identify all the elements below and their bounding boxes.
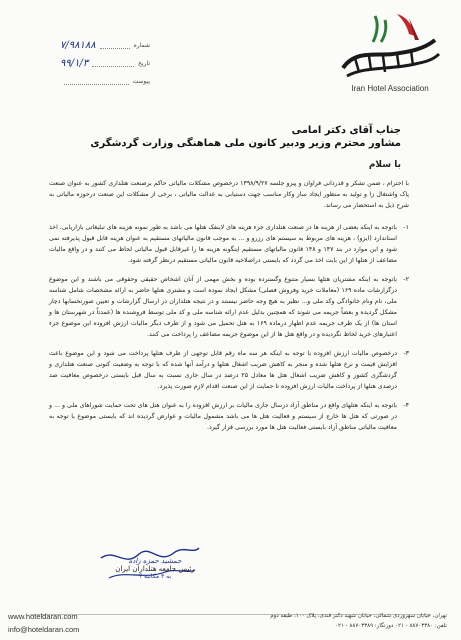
item-number: ۳- [403,349,409,357]
intro-paragraph: با احترام ، ضمن تشکر و قدردانی فراوان و پیرو جلسه ۱۳۹۸/۹/۲۷ درخصوص مشکلات مالیاتی حاکم برصنعت هتلداری کشور به عنوان صنعت پاک واشتغال زا و تولید به منظور ایجاد ساز وکار مناسب جهت دستیابی به عدالت مالیاتی ، برخی از مشکلات این صنعت درحوزه مالیاتی به شرح ذیل به استحضار می رساند. [49,180,409,209]
recipient-title: مشاور محترم وزیر ودبیر کانون ملی هماهنگی وزارت گردشگری [90,138,401,149]
item-text: باتوجه به اینکه هتلهای واقع در مناطق آزاد درسال جاری مالیات بر ارزش افزوده را به عنوان هتل های تحت حمایت شوراهای ملی و ... و در صورتی که هتل ها خارج از سیستم و فعالیت هتل ها می باشد مشمول مالیات و عوارض گردیده اند که بایستی موضوع با توجه به معافیت مالیاتی مناطق آزاد بایستی فعالیت هتل ها مورد بررسی قرار گیرد. [49,402,397,431]
numbered-items [49,222,409,441]
signer-block [105,557,205,580]
letter-number: ۷/۹۸۱۸۸ [60,39,96,51]
item-text: باتوجه به اینکه مشتریان هتلها بسیار متنوع وگسترده بوده و بخش مهمی از آنان اشخاص حقیقی وحقوقی می باشند و این موضوع درگزارشات ماده ۱۶۹ (معاملات خرید وفروش فصلی) مشکل ایجاد نموده است و مشتری هتلها حاضر به ارائه مشخصات شامل شناسه ملی، نام ونام خانوادگی وکد ملی و... نظیر به هیچ وجه حاضر نیستند و در نتیجه هتلداران در ارسال گزارشات و تعیین صورتحسابها دچار مشکل گردیده و بعضاً جریمه می شوند که همچنین بدلیل عدم ارائه شناسه ملی و کد ملی توسط فروشنده ها (عمدتاً در شهرستان ها و استان ها) از یک طرف جریمه عدم اظهار درماده ۱۶۹ به هتل تحمیل می شود و از طرف دیگر مالیات ارزش افزوده این موضوع جزء اعتبارهای خرید لحاظ نگردیده و در واقع هتل ها از این موضوع جریمه مضاعف را پرداخت می کنند. [49,276,397,338]
list-item [49,274,409,340]
item-text: درخصوص مالیات ارزش افزوده با توجه به اینکه هر سه ماه رقم قابل توجهی از طرف هتلها پرداخت می شود و این موضوع باعث افزایش قیمت و نرخ هتلها شده و منجر به کاهش ضریب اشغال هتلها و درآمد آنها شده که با توجه به وضعیت کنونی صنعت هتلداری و گردشگری کشور و کاهش ضریب اشغال هتل ها معادل ۲۵ درصد در سال جاری نسبت به سال قبل بایستی درخصوص معافیت صد درصدی هتلها از پرداخت مالیات ارزش افزوده تا حمایت از این صنعت اقدام لازم صورت پذیرد. [49,350,397,390]
item-number: ۱- [403,223,409,231]
footer-phone: تلفن: ۸۸۷۰۳۳۸۰ - ۰۲۱ دورنگار: ۸۸۷۰۳۳۸۹ - ۰۲۱ [335,623,447,629]
divider [100,42,130,49]
item-number: ۴- [403,401,409,409]
website-link: www.hoteldaran.com [8,612,78,621]
date-label: تاریخ [138,59,150,67]
divider [92,60,134,67]
signer-note: به ۳ مکاتبه ؟ [138,573,172,580]
number-label: شماره [133,41,150,49]
divider [64,78,129,85]
footer-address: تهران، خیابان سهروردی شمالی، خیابان شهید دکتر قندی، پلاک ۱۰۰، طبقه دوم [270,613,447,619]
association-logo-icon [335,10,445,90]
list-item [49,222,409,266]
footer-contacts [8,610,79,636]
list-item [49,348,409,392]
attachment-label: پیوست [132,77,150,85]
signer-title: رئیس جامعه هتلداران ایران [115,565,195,573]
letter-date: ۹۹/۱/۳ [60,57,89,69]
item-text: باتوجه به اینکه بعضی از هزینه ها در صنعت هتلداری جزء هزینه های لاینفک هتلها می باشد به طور نمونه هزینه های تبلیغاتی بازاریابی، اخذ استاندارد (ایزو) ، هزینه های مربوط به سیستم های رزرو و ... به موجب قانون مالیاتهای مستقیم به عنوان هزینه قابل قبول پذیرفته نمی شود و این موارد در بند ۱۴۷ و ۱۴۸ قانون مالیاتهای مستقیم اینگونه هزینه ها را غیرقابل قبول مالیاتی لحاظ می کنند و در واقع مالیات مضاعف از هتلها از این بابت اخذ می گردد که بایستی دراصلاحیه قانون مالیاتی مستقیم درنظر گرفته شود. [49,224,398,264]
greeting: با سلام [368,160,401,170]
recipient-name: جناب آقای دکتر امامی [291,125,401,136]
org-name-en: Iran Hotel Association [351,84,429,93]
list-item [49,400,409,433]
signer-name: جمشید حمزه زاده [128,557,182,565]
email-link: info@hoteldaran.com [8,625,80,634]
footer-address-block [187,611,447,631]
letter-meta [60,36,150,90]
item-number: ۲- [403,275,409,283]
